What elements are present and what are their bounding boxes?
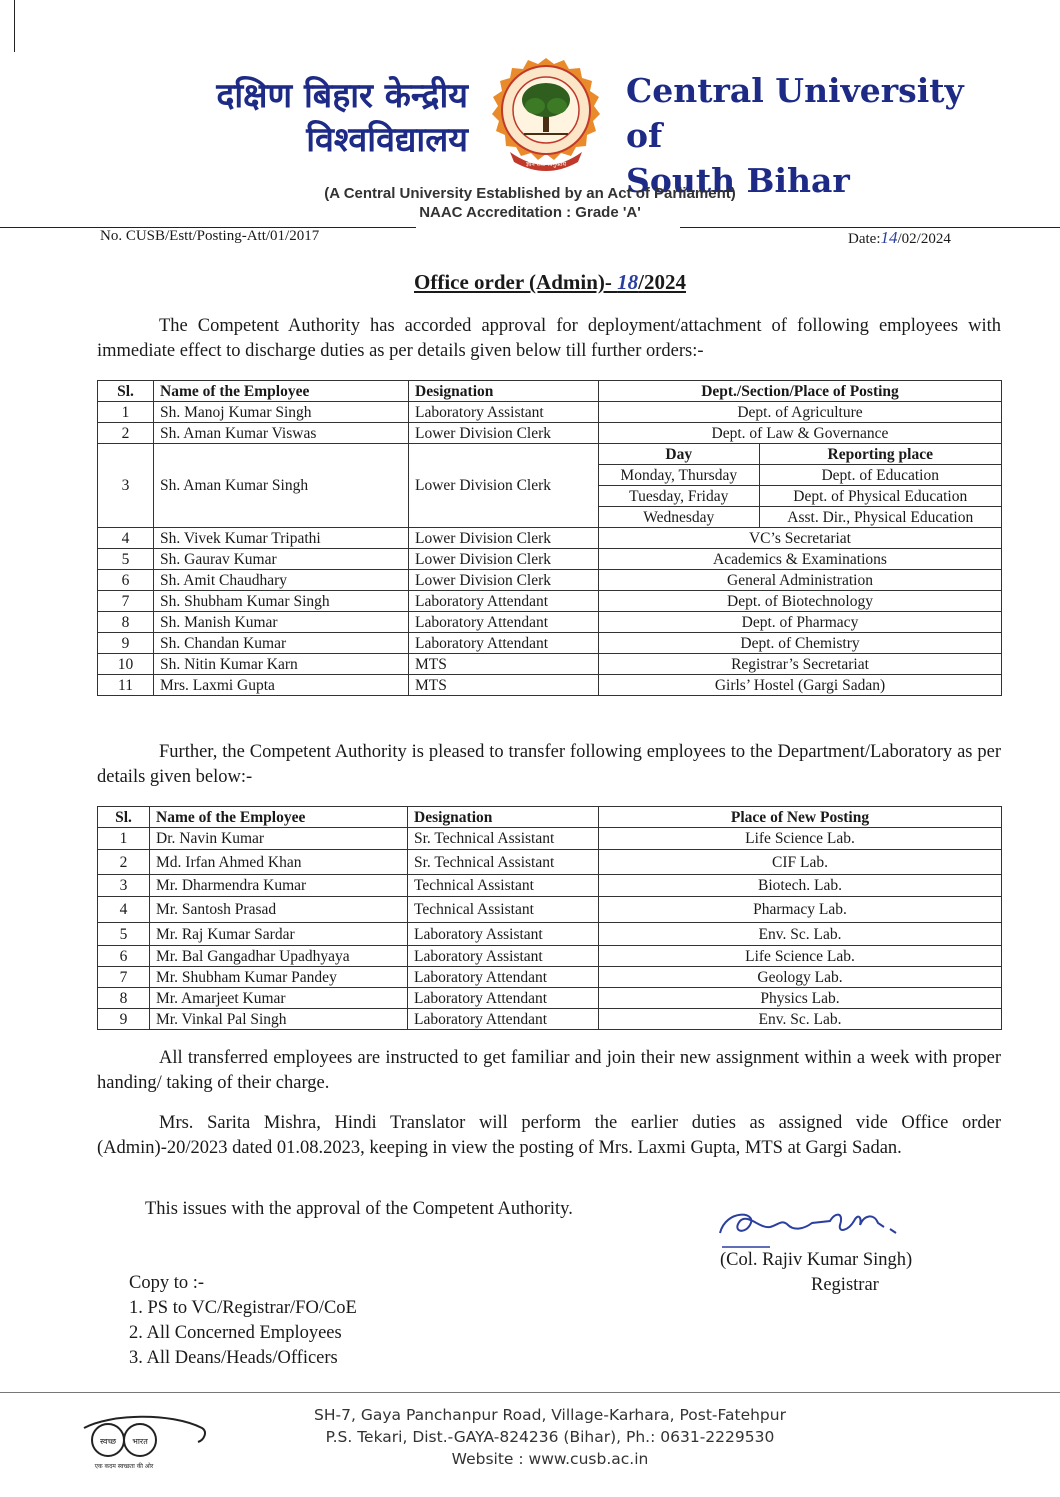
- english-name-line2: South Bihar: [626, 161, 850, 200]
- table-row: 1 Sh. Manoj Kumar Singh Laboratory Assistant Dept. of Agriculture: [98, 402, 1002, 423]
- table-row: 6 Sh. Amit Chaudhary Lower Division Clerk General Administration: [98, 570, 1002, 591]
- copy-to-item: 1. PS to VC/Registrar/FO/CoE: [129, 1298, 357, 1318]
- weekly-schedule-table: Day Reporting place Monday, Thursday Dept. of Education Tuesday, Friday Dept. of Physical Education Wednesday Asst. Dir., Physical Education: [599, 444, 1001, 527]
- table-row: 4 Mr. Santosh Prasad Technical Assistant Pharmacy Lab.: [98, 897, 1002, 923]
- footer-website: Website : www.cusb.ac.in: [451, 1450, 649, 1468]
- table-row: 9 Mr. Vinkal Pal Singh Laboratory Attendant Env. Sc. Lab.: [98, 1009, 1002, 1030]
- schedule-row: Monday, Thursday Dept. of Education: [599, 465, 1001, 486]
- logo-motto: ज्ञान सेवा विमुक्तये: [525, 161, 567, 168]
- signatory-name: (Col. Rajiv Kumar Singh): [720, 1250, 913, 1270]
- handwritten-date-day: 14: [880, 228, 898, 247]
- table-row: 11 Mrs. Laxmi Gupta MTS Girls’ Hostel (Gargi Sadan): [98, 675, 1002, 696]
- schedule-row: Tuesday, Friday Dept. of Physical Education: [599, 486, 1001, 507]
- table-header-row: Sl. Name of the Employee Designation Place of New Posting: [98, 807, 1002, 828]
- table-row: 9 Sh. Chandan Kumar Laboratory Attendant Dept. of Chemistry: [98, 633, 1002, 654]
- hindi-university-name: [100, 74, 468, 162]
- english-name-line1: Central University of: [626, 71, 964, 155]
- establishment-note: (A Central University Established by an Act of Parliament): [324, 185, 736, 202]
- order-title: Office order (Admin)- 18/2024: [414, 270, 686, 294]
- naac-accreditation: NAAC Accreditation : Grade 'A': [419, 204, 641, 221]
- weekly-schedule-cell: [599, 444, 1002, 528]
- table-row: 8 Sh. Manish Kumar Laboratory Attendant Dept. of Pharmacy: [98, 612, 1002, 633]
- handwritten-signature: [712, 1203, 932, 1251]
- swachh-bharat-logo: [80, 1414, 210, 1474]
- hindi-name-line2: विश्वविद्यालय: [306, 120, 468, 160]
- table-row: 5 Mr. Raj Kumar Sardar Laboratory Assistant Env. Sc. Lab.: [98, 923, 1002, 946]
- closing-paragraph-2: Mrs. Sarita Mishra, Hindi Translator will perform the earlier duties as assigned vide Office order (Admin)-20/2023 dated 01.08.2023, keeping in view the posting of Mrs. Laxmi Gupta, MTS at Gargi Sadan.: [97, 1113, 1001, 1158]
- deployment-intro: The Competent Authority has accorded approval for deployment/attachment of following employees with immediate effect to discharge duties as per details given below till further orders:-: [97, 316, 1001, 361]
- closing-paragraph-3: This issues with the approval of the Competent Authority.: [145, 1199, 573, 1219]
- swachh-logo-word-2: भारत: [132, 1437, 148, 1446]
- english-university-name: [626, 68, 986, 203]
- order-date: Date:14/02/2024: [848, 228, 951, 247]
- table-row: 8 Mr. Amarjeet Kumar Laboratory Attendant Physics Lab.: [98, 988, 1002, 1009]
- transfer-intro: Further, the Competent Authority is pleased to transfer following employees to the Department/Laboratory as per details given below:-: [97, 742, 1001, 787]
- table-row: 1 Dr. Navin Kumar Sr. Technical Assistant Life Science Lab.: [98, 828, 1002, 850]
- table-row: 2 Md. Irfan Ahmed Khan Sr. Technical Assistant CIF Lab.: [98, 850, 1002, 875]
- table-row: 10 Sh. Nitin Kumar Karn MTS Registrar’s Secretariat: [98, 654, 1002, 675]
- table-row: 7 Sh. Shubham Kumar Singh Laboratory Attendant Dept. of Biotechnology: [98, 591, 1002, 612]
- table-row: 2 Sh. Aman Kumar Viswas Lower Division Clerk Dept. of Law & Governance: [98, 423, 1002, 444]
- copy-to-item: 3. All Deans/Heads/Officers: [129, 1348, 338, 1368]
- table-row: 4 Sh. Vivek Kumar Tripathi Lower Division Clerk VC’s Secretariat: [98, 528, 1002, 549]
- footer-address-line1: SH-7, Gaya Panchanpur Road, Village-Karhara, Post-Fatehpur: [314, 1406, 786, 1424]
- copy-to-label: Copy to :-: [129, 1273, 205, 1293]
- table-row: 5 Sh. Gaurav Kumar Lower Division Clerk Academics & Examinations: [98, 549, 1002, 570]
- table-header-row: Sl. Name of the Employee Designation Dept./Section/Place of Posting: [98, 381, 1002, 402]
- schedule-row: Wednesday Asst. Dir., Physical Education: [599, 507, 1001, 528]
- table-row: 6 Mr. Bal Gangadhar Upadhyaya Laboratory Assistant Life Science Lab.: [98, 946, 1002, 967]
- footer-rule: [0, 1392, 1060, 1393]
- footer-address-line2: P.S. Tekari, Dist.-GAYA-824236 (Bihar), Ph.: 0631-2229530: [325, 1428, 775, 1446]
- transfer-table: [97, 806, 1002, 1030]
- table-row: 3 Mr. Dharmendra Kumar Technical Assistant Biotech. Lab.: [98, 875, 1002, 897]
- university-logo: [480, 54, 612, 180]
- table-row: 7 Mr. Shubham Kumar Pandey Laboratory Attendant Geology Lab.: [98, 967, 1002, 988]
- table-row: 3 Sh. Aman Kumar Singh Lower Division Clerk Day Reporting place Monday, Thursday Dept. of Education Tuesday, Friday Dept. of Physical Education Wednesday Asst. Dir., Physical Education: [98, 444, 1002, 528]
- reference-number: No. CUSB/Estt/Posting-Att/01/2017: [100, 228, 320, 244]
- swachh-tagline: एक कदम स्वच्छता की ओर: [94, 1463, 154, 1470]
- hindi-name-line1: दक्षिण बिहार केन्द्रीय: [216, 76, 468, 116]
- deployment-table: [97, 380, 1002, 696]
- margin-line: [14, 0, 15, 52]
- closing-paragraph-1: All transferred employees are instructed to get familiar and join their new assignment within a week with proper handing/ taking of their charge.: [97, 1048, 1001, 1093]
- swachh-logo-word-1: स्वच्छ: [99, 1437, 117, 1446]
- copy-to-item: 2. All Concerned Employees: [129, 1323, 342, 1343]
- signatory-title: Registrar: [811, 1275, 879, 1295]
- handwritten-order-number: 18: [617, 270, 639, 294]
